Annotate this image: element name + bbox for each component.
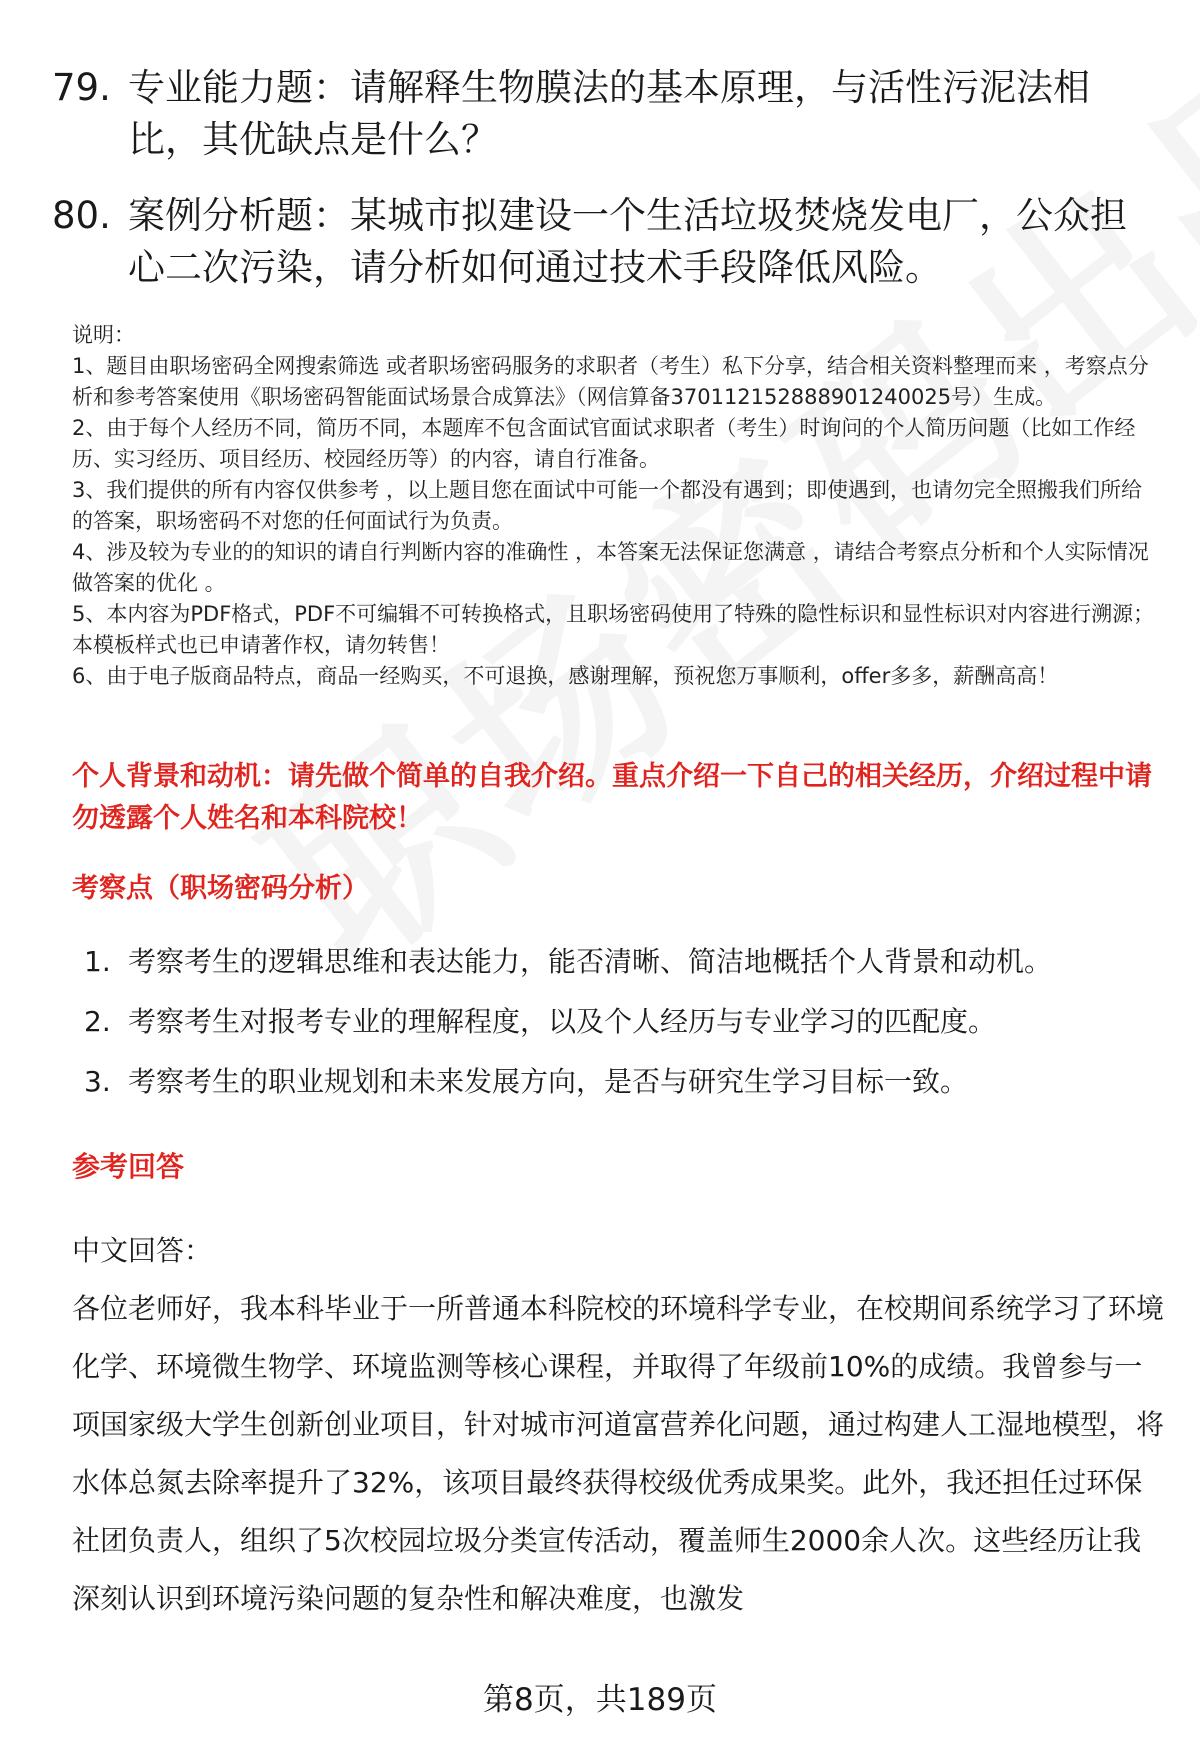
answer-label: 中文回答： bbox=[72, 1234, 213, 1267]
list-item-number: 1. bbox=[84, 945, 111, 978]
note-item: 4、涉及较为专业的的知识的请自行判断内容的准确性 ，本答案无法保证您满意 ，请结合考察点分析和个人实际情况做答案的优化 。 bbox=[72, 540, 1149, 595]
note-item: 6、由于电子版商品特点，商品一经购买，不可退换，感谢理解，预祝您万事顺利，offer多多，薪酬高高！ bbox=[72, 664, 1059, 688]
list-item bbox=[84, 942, 1164, 982]
list-item bbox=[84, 1002, 1164, 1042]
page-number: 第8页，共189页 bbox=[483, 1682, 717, 1718]
note-item: 1、题目由职场密码全网搜索筛选 或者职场密码服务的求职者（考生）私下分享，结合相关资料整理而来 ，考察点分析和参考答案使用《职场密码智能面试场景合成算法》（网信算备370112152888901240025号）生成。 bbox=[72, 354, 1149, 409]
disclaimer-notes bbox=[72, 320, 1162, 692]
notes-heading: 说明： bbox=[72, 323, 135, 347]
assessment-points-heading: 考察点（职场密码分析） bbox=[72, 873, 369, 904]
note-item: 2、由于每个人经历不同，简历不同，本题库不包含面试官面试求职者（考生）时询问的个人简历问题（比如工作经历、实习经历、项目经历、校园经历等）的内容，请自行准备。 bbox=[72, 416, 1136, 471]
question-text: 专业能力题：请解释生物膜法的基本原理，与活性污泥法相比，其优缺点是什么？ bbox=[128, 66, 1090, 161]
list-item bbox=[84, 1062, 1164, 1102]
question-text: 案例分析题：某城市拟建设一个生活垃圾焚烧发电厂，公众担心二次污染，请分析如何通过技术手段降低风险。 bbox=[128, 194, 1127, 289]
list-item-text: 考察考生的逻辑思维和表达能力，能否清晰、简洁地概括个人背景和动机。 bbox=[128, 945, 1053, 978]
list-item-number: 3. bbox=[84, 1065, 111, 1098]
list-item-text: 考察考生的职业规划和未来发展方向，是否与研究生学习目标一致。 bbox=[128, 1065, 969, 1098]
question-80 bbox=[52, 190, 1162, 294]
question-number: 79. bbox=[52, 66, 111, 109]
note-item: 3、我们提供的所有内容仅供参考 ，以上题目您在面试中可能一个都没有遇到；即使遇到，也请勿完全照搬我们所给的答案，职场密码不对您的任何面试行为负责。 bbox=[72, 478, 1143, 533]
question-79 bbox=[52, 62, 1162, 166]
list-item-number: 2. bbox=[84, 1005, 111, 1038]
answer-body: 各位老师好，我本科毕业于一所普通本科院校的环境科学专业，在校期间系统学习了环境化学、环境微生物学、环境监测等核心课程，并取得了年级前10%的成绩。我曾参与一项国家级大学生创新创业项目，针对城市河道富营养化问题，通过构建人工湿地模型，将水体总氮去除率提升了32%，该项目最终获得校级优秀成果奖。此外，我还担任过环保社团负责人，组织了5次校园垃圾分类宣传活动，覆盖师生2000余人次。这些经历让我深刻认识到环境污染问题的复杂性和解决难度，也激发 bbox=[72, 1292, 1165, 1615]
assessment-points-list bbox=[84, 942, 1164, 1122]
reference-answer bbox=[72, 1222, 1167, 1628]
question-number: 80. bbox=[52, 194, 111, 237]
background-question-heading: 个人背景和动机：请先做个简单的自我介绍。重点介绍一下自己的相关经历，介绍过程中请勿透露个人姓名和本科院校！ bbox=[72, 761, 1152, 834]
reference-answer-heading: 参考回答 bbox=[72, 1150, 185, 1183]
note-item: 5、本内容为PDF格式，PDF不可编辑不可转换格式，且职场密码使用了特殊的隐性标识和显性标识对内容进行溯源；本模板样式也已申请著作权，请勿转售！ bbox=[72, 602, 1155, 657]
list-item-text: 考察考生对报考专业的理解程度，以及个人经历与专业学习的匹配度。 bbox=[128, 1005, 997, 1038]
